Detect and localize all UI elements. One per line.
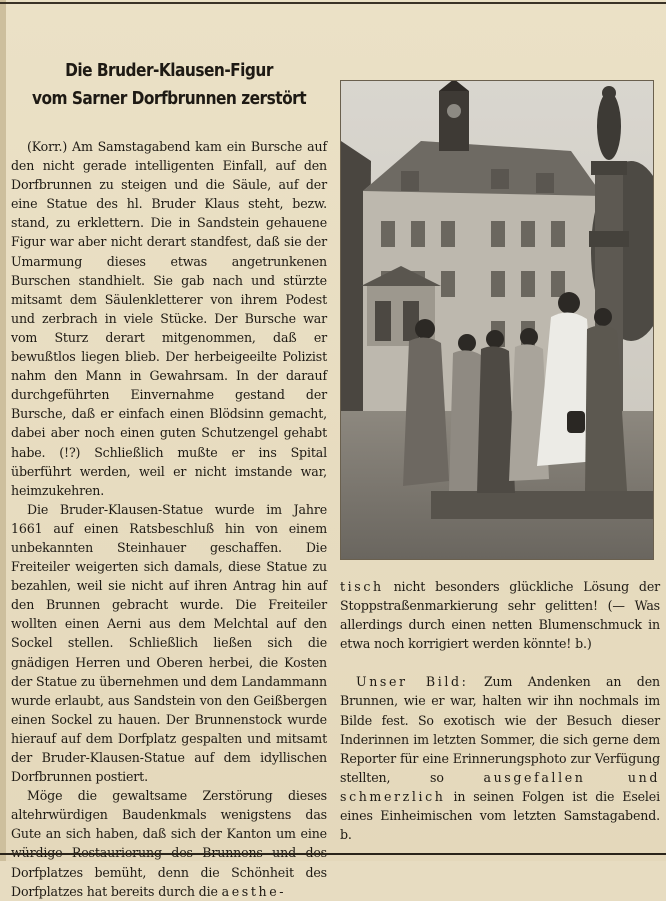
- spaced-word: aesthe-: [221, 883, 287, 899]
- caption-text-a: Zum Andenken an den Brunnen, wie er war, halten wir ihn nochmals im Bilde fest. So exotisch wie der Besuch dieser Inderinnen im letzten Sommer, die sich gerne dem Reporter für eine Erinnerungsphoto zur Verfügung stellten, so: [340, 674, 660, 785]
- caption-spaced-phrase: ausgefallen und schmerzlich: [340, 769, 660, 804]
- paragraph-appeal: [11, 786, 327, 901]
- paragraph-continuation: [340, 577, 660, 653]
- headline-line-2: vom Sarner Dorfbrunnen zerstört: [31, 89, 307, 109]
- paragraph-continuation-text: nicht besonders glückliche Lösung der Stoppstraßenmarkierung sehr gelitten! (— Was allerdings durch einen netten Blumenschmuck in etwa noch korrigiert werden könnte! b.): [340, 579, 660, 652]
- spaced-word-continued: tisch: [340, 579, 384, 594]
- page-edge-shade: [0, 0, 6, 861]
- headline-line-1: Die Bruder-Klausen-Figur: [65, 61, 273, 81]
- article-headline: [29, 57, 309, 113]
- article-column-right: [340, 577, 660, 844]
- statue: [597, 92, 621, 160]
- article-photo: [340, 80, 654, 560]
- bottom-rule: [0, 853, 666, 855]
- photo-caption: [340, 672, 660, 844]
- caption-text-b: in seinen Folgen ist die Eselei eines Einheimischen vom letzten Samstagabend. b.: [340, 788, 660, 843]
- photo-illustration: [341, 81, 653, 559]
- paragraph-appeal-text: Möge die gewaltsame Zerstörung dieses altehrwürdigen Baudenkmals wenigstens das Gute an sich haben, daß sich der Kanton um eine Dorfplatzes bemüht, denn die Schönheit des Dorfplatzes hat bereits durch die: [11, 788, 327, 899]
- paragraph-incident: (Korr.) Am Samstagabend kam ein Bursche auf den nicht gerade intelligenten Einfall, auf den Dorfbrunnen zu steigen und die Säule, auf der eine Statue des hl. Bruder Klaus steht, bezw. stand, zu erklettern. Die in Sandstein gehauene Figur war aber nicht derart standfest, daß sie der Umarmung dieses etwas angetrunkenen Burschen standhielt. Sie gab nach und stürzte mitsamt dem Säulenkletterer von ihrem Podest und zerbrach in viele Stücke. Der Bursche war vom Sturz derart mitgenommen, daß er bewußtlos liegen blieb. Der herbeigeeilte Polizist nahm den Mann in Gewahrsam. In der darauf durchgeführten Einvernahme gestand der Bursche, daß er einfach einen Blödsinn gemacht, dabei aber noch einen guten Schutzengel gehabt habe. (!?) Schließlich mußte er ins Spital überführt werden, weil er nicht imstande war, heimzukehren.: [11, 139, 327, 498]
- caption-label: Unser Bild:: [356, 674, 469, 690]
- fountain-basin: [431, 491, 653, 519]
- top-rule: [0, 2, 666, 4]
- paragraph-history: Die Bruder-Klausen-Statue wurde im Jahre 1661 auf einen Ratsbeschluß hin von einem unbekannten Steinhauer geschaffen. Die Freiteiler weigerten sich damals, diese Statue zu bezahlen, weil sie nicht auf ihren Antrag hin auf den Brunnen gebracht wurde. Die Freiteiler wollten einen Aerni aus dem Melchtal auf den Sockel stellen. Schließlich ließen sich die gnädigen Herren und Oberen herbei, die Kosten der Statue zu übernehmen und dem Landammann wurde erlaubt, aus Sandstein von den Geißbergen einen Sockel zu hauen. Der Brunnenstock wurde hierauf auf dem Dorfplatz gespalten und mitsamt der Bruder-Klausen-Statue auf dem idyllischen Dorfbrunnen postiert.: [11, 501, 327, 785]
- article-column-left: [11, 137, 327, 901]
